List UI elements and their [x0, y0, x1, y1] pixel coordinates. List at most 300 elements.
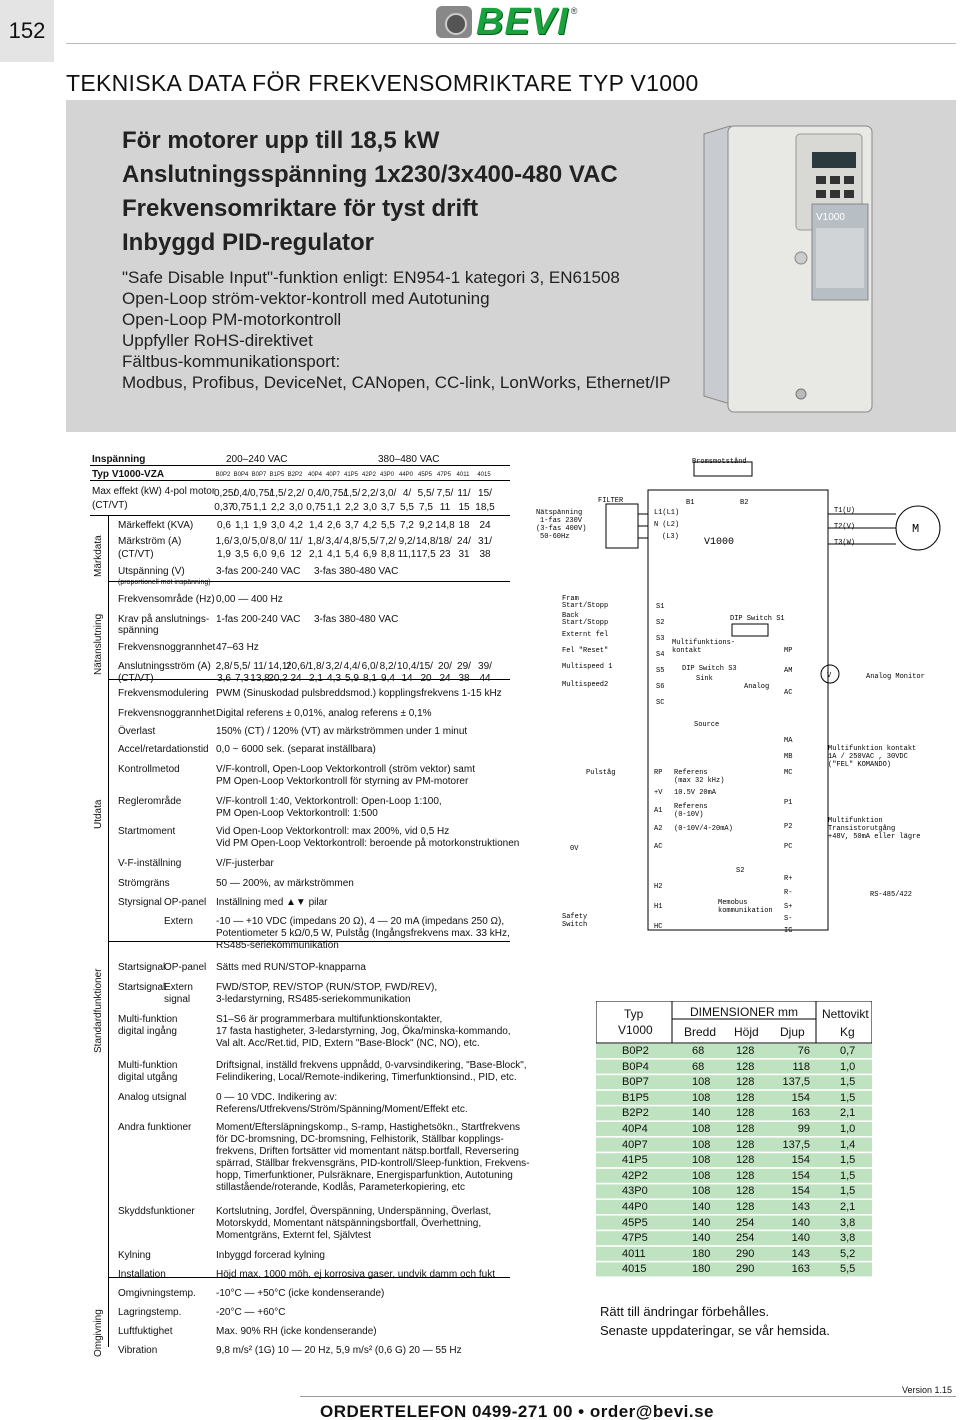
model-code: 44P0	[398, 472, 413, 478]
order-footer: ORDERTELEFON 0499-271 00 • order@bevi.se	[320, 1402, 714, 1420]
markeffekt-value: 4,2	[289, 520, 303, 531]
function-row-label: digital ingång	[118, 1026, 177, 1037]
spec-row-value: 0,0 ~ 6000 sek. (separat inställbara)	[216, 744, 376, 755]
feature-line: "Safe Disable Input"-funktion enligt: EN954-1 kategori 3, EN61508	[122, 268, 620, 287]
max-effect-value: 2,2/	[287, 488, 305, 499]
anslstrom-value: 20,2	[268, 673, 288, 684]
dim-hojd: 128	[736, 1138, 755, 1151]
svg-text:V: V	[827, 672, 832, 680]
svg-text:Multispeed2: Multispeed2	[562, 681, 609, 689]
dim-djup: 118	[792, 1060, 810, 1073]
markstrom-value: 8,0/	[269, 536, 287, 547]
anslstrom-value: 14,1/	[268, 661, 291, 672]
anslstrom-value: 4,3	[327, 673, 341, 684]
markeffekt-value: 1,9	[253, 520, 267, 531]
svg-text:B1: B1	[686, 499, 695, 507]
dim-model: 40P7	[622, 1138, 648, 1151]
svg-text:H2: H2	[654, 883, 663, 891]
svg-text:P2: P2	[784, 823, 793, 831]
dim-hojd: 128	[736, 1091, 755, 1104]
spec-row-label: Frekvensnoggrannhet	[118, 708, 216, 719]
voltage-380-header: 380–480 VAC	[378, 454, 440, 465]
dim-bredd: 108	[692, 1154, 711, 1167]
model-code: B1P5	[269, 472, 285, 478]
dim-bredd: 140	[692, 1107, 711, 1120]
anslstrom-value: 29/	[457, 661, 471, 672]
svg-text:T1(U): T1(U)	[834, 507, 856, 515]
dim-bredd: 108	[692, 1123, 711, 1135]
markstrom-value: 11/	[289, 536, 303, 547]
max-effect-value: 3,0/	[379, 488, 397, 499]
spec-row-value: 150% (CT) / 120% (VT) av märkströmmen under 1 minut	[216, 726, 468, 737]
function-row-label: digital utgång	[118, 1072, 178, 1083]
page-number: 152	[0, 0, 54, 62]
anslstrom-value: 10,4/	[397, 661, 420, 672]
model-code: 40P7	[325, 472, 340, 478]
markstrom-value: 23	[439, 549, 451, 560]
max-effect-value: 1,1	[327, 502, 341, 513]
markeffekt-value: 1,4	[309, 520, 323, 531]
spec-row-label: Startmoment	[118, 826, 176, 837]
feature-line: Fältbus-kommunikationsport:	[122, 352, 341, 371]
note-changes: Rätt till ändringar förbehålles.	[600, 1304, 770, 1319]
markeffekt-value: 14,8	[435, 520, 455, 531]
svg-text:Source: Source	[694, 721, 720, 729]
dim-hojd: 128	[736, 1076, 755, 1089]
markstrom-label: Märkström (A)	[118, 536, 182, 547]
svg-text:S4: S4	[656, 651, 665, 659]
svg-text:S3: S3	[656, 635, 665, 643]
dim-hojd: 128	[736, 1045, 755, 1057]
header-rule	[66, 43, 956, 44]
svg-text:T3(W): T3(W)	[834, 539, 856, 547]
markeffekt-value: 24	[479, 520, 491, 531]
startsignal-label: Startsignal	[118, 962, 166, 973]
dim-kg: 1,5	[840, 1169, 856, 1182]
dim-djup: 143	[791, 1201, 810, 1213]
function-row-value: 17 fasta hastigheter, 3-ledarstyrning, Jog, Öka/minska-kommando,	[216, 1026, 511, 1037]
environment-label: Omgivningstemp.	[118, 1288, 196, 1299]
max-effect-value: 3,0	[363, 502, 377, 513]
model-code: B0P7	[251, 472, 267, 478]
dim-bredd: 108	[692, 1185, 711, 1198]
anslstrom-value: 20/	[438, 661, 452, 672]
svg-text:PC: PC	[784, 843, 793, 851]
dim-model: 42P2	[622, 1169, 648, 1182]
dim-bredd: 68	[692, 1045, 705, 1057]
anslstrom-value: 3,6	[217, 673, 231, 684]
dim-bredd: 140	[692, 1201, 711, 1213]
dim-bredd: 180	[692, 1263, 711, 1276]
dim-kg: 2,1	[840, 1201, 856, 1213]
function-row-value: för DC-bromsning, DC-bromsning, Felhistorik, Ställbar kopplings-	[216, 1134, 504, 1145]
markstrom-value: 1,8/	[307, 536, 325, 547]
extern-val-3: RS485-seriekommunikation	[216, 940, 339, 951]
filter-label: FILTER	[598, 497, 624, 505]
max-effect-value: 7,5/	[436, 488, 454, 499]
dim-bredd-header: Bredd	[684, 1025, 717, 1039]
motor-symbol: M	[912, 522, 920, 536]
voltage-200-header: 200–240 VAC	[226, 454, 288, 465]
svg-text:MP: MP	[784, 647, 793, 655]
svg-text:A1: A1	[654, 807, 663, 815]
anslstrom-value: 4,4/	[343, 661, 361, 672]
dim-bredd: 108	[692, 1076, 711, 1089]
motor-logo-icon	[436, 6, 472, 38]
svg-text:10.5V 20mA: 10.5V 20mA	[674, 789, 717, 797]
dim-hojd: 128	[736, 1185, 755, 1198]
inspanning-label: Inspänning	[92, 454, 146, 465]
environment-label: Installation	[118, 1269, 166, 1280]
extern-signal-label: Extern	[164, 982, 193, 993]
anslstrom-value: 14	[401, 673, 413, 684]
dim-model: 4011	[622, 1247, 646, 1260]
registered-mark: ®	[570, 6, 578, 16]
bevi-logo	[436, 2, 577, 42]
styr-op-value: Inställning med ▲▼ pilar	[216, 897, 328, 908]
anslstrom-value: 11/	[253, 661, 267, 672]
svg-text:MB: MB	[784, 753, 793, 761]
markeffekt-label: Märkeffekt (KVA)	[118, 520, 194, 531]
svg-text:MA: MA	[784, 737, 793, 745]
dim-djup: 137,5	[782, 1138, 810, 1151]
svg-text:Multifunktions-: Multifunktions-	[672, 639, 736, 647]
dim-kg: 3,8	[840, 1216, 856, 1229]
dim-djup: 137,5	[782, 1076, 810, 1089]
model-code: 41P5	[343, 472, 358, 478]
max-effect-value: 2,2	[271, 502, 285, 513]
svg-text:S6: S6	[656, 683, 665, 691]
dim-kg: 1,5	[840, 1154, 856, 1167]
anslstrom-value: 1,8/	[307, 661, 325, 672]
max-effect-value: 5,5/	[417, 488, 435, 499]
svg-text:P1: P1	[784, 799, 793, 807]
function-row-label: Multi-funktion	[118, 1060, 178, 1071]
svg-text:kommunikation: kommunikation	[718, 907, 773, 915]
function-row-label: Multi-funktion	[118, 1014, 178, 1025]
svg-text:Fram: Fram	[562, 595, 579, 603]
markstrom-value: 5,4	[345, 549, 359, 560]
max-effect-value: 15/	[478, 488, 492, 499]
anslstrom-value: 2,1	[309, 673, 323, 684]
dim-model: B2P2	[622, 1107, 649, 1120]
anslstrom-value: 13,8	[250, 673, 270, 684]
dim-djup: 154	[791, 1185, 810, 1198]
function-row-value: frekvens, Driften fortsätter vid momentant nätsp.bortfall, Reversering	[216, 1146, 519, 1157]
dim-hojd: 254	[736, 1232, 755, 1245]
dim-kg-header: Kg	[840, 1025, 855, 1039]
spec-row-value: PM Open-Loop Vektorkontroll: 1:500	[216, 808, 378, 819]
markeffekt-value: 3,7	[345, 520, 359, 531]
brand-name: BEVI	[476, 0, 569, 43]
anslstrom-value: 8,2/	[379, 661, 397, 672]
frekvensomrade-label: Frekvensområde (Hz)	[118, 594, 215, 605]
dim-kg: 1,5	[840, 1091, 856, 1104]
svg-text:Externt fel: Externt fel	[562, 631, 609, 639]
heading-line: Frekvensomriktare för tyst drift	[122, 195, 479, 222]
svg-text:IG: IG	[784, 927, 793, 935]
max-effect-value: 11/	[457, 488, 471, 499]
spec-row-label: Överlast	[118, 726, 156, 737]
svg-text:H1: H1	[654, 903, 663, 911]
function-row-label: Andra funktioner	[118, 1122, 192, 1133]
max-effect-value: 18,5	[475, 502, 495, 513]
drive-label: V1000	[816, 212, 845, 223]
spec-row-value: Digital referens ± 0,01%, analog referens ± 0,1%	[216, 708, 432, 719]
svg-text:MC: MC	[784, 769, 793, 777]
dim-model: B0P2	[622, 1045, 649, 1057]
function-row-value: Felindikering, Local/Remote-indikering, Timerfunktionsind., PID, etc.	[216, 1072, 517, 1083]
anslstrom-value: 6,0/	[361, 661, 379, 672]
model-code: 43P0	[379, 472, 394, 478]
dim-djup-header: Djup	[780, 1025, 805, 1039]
max-effect-value: 5,5	[400, 502, 414, 513]
krav-label: Krav på anslutnings-	[118, 614, 210, 625]
styrsignal-label: Styrsignal	[118, 897, 162, 908]
max-effect-value: 0,75/	[250, 488, 273, 499]
markeffekt-value: 9,2	[419, 520, 433, 531]
function-row-value: hopp, Timerfunktioner, Pulsräknare, Energisparfunktion, Autotuning	[216, 1170, 513, 1181]
model-code: 47P5	[436, 472, 451, 478]
max-effect-value: 11	[439, 502, 451, 513]
anslstrom-ct-label: (CT/VT)	[118, 673, 154, 684]
version-label: Version 1.15	[901, 1385, 952, 1395]
markstrom-value: 31	[458, 549, 470, 560]
svg-text:kontakt: kontakt	[672, 647, 702, 655]
markstrom-value: 3,0/	[233, 536, 251, 547]
spec-row-label: Frekvensmodulering	[118, 688, 209, 699]
svg-text:R-: R-	[784, 889, 793, 897]
drive-illustration	[700, 124, 874, 416]
svg-text:SC: SC	[656, 699, 665, 707]
section-markdata: Märkdata	[93, 535, 104, 577]
model-code: 42P2	[361, 472, 376, 478]
frekvensnogg-value: 47–63 Hz	[216, 642, 259, 653]
dim-netto-header: Nettovikt	[822, 1007, 869, 1021]
extern-val-1: -10 — +10 VDC (impedans 20 Ω), 4 — 20 mA (impedans 250 Ω),	[216, 916, 505, 927]
svg-text:Analog Monitor: Analog Monitor	[866, 673, 925, 681]
environment-label: Luftfuktighet	[118, 1326, 173, 1337]
section-utdata: Utdata	[93, 799, 104, 829]
markstrom-value: 31/	[478, 536, 492, 547]
dim-hojd: 128	[736, 1154, 755, 1167]
svg-text:HC: HC	[654, 923, 663, 931]
max-effect-label: Max effekt (kW) 4-pol motor	[92, 486, 216, 497]
svg-text:Fel "Reset": Fel "Reset"	[562, 647, 609, 655]
svg-text:Referens: Referens	[674, 803, 708, 811]
dim-djup: 154	[791, 1169, 810, 1182]
svg-text:AM: AM	[784, 667, 793, 675]
svg-text:Start/Stopp: Start/Stopp	[562, 619, 609, 627]
anslstrom-value: 20,6/	[286, 661, 309, 672]
dim-model: B0P4	[622, 1060, 649, 1073]
svg-text:Start/Stopp: Start/Stopp	[562, 602, 609, 610]
dim-bredd: 108	[692, 1169, 711, 1182]
dim-bredd: 108	[692, 1138, 711, 1151]
function-row-value: Referens/Utfrekvens/Ström/Spänning/Moment/Effekt etc.	[216, 1104, 468, 1115]
svg-text:(3-fas 400V): (3-fas 400V)	[536, 525, 587, 533]
dim-typ2-header: V1000	[618, 1023, 653, 1037]
svg-text:Memobus: Memobus	[718, 899, 748, 907]
markstrom-value: 11,1	[397, 549, 417, 560]
function-row-value: Moment/Eftersläpningskomp., S-ramp, Hastighetsökn., Startfrekvens	[216, 1122, 521, 1133]
model-code: B2P2	[287, 472, 303, 478]
markstrom-value: 18/	[438, 536, 452, 547]
svg-text:RS-485/422: RS-485/422	[870, 891, 913, 899]
markstrom-value: 5,0/	[251, 536, 269, 547]
frekvensnogg-label: Frekvensnoggrannhet	[118, 642, 216, 653]
anslstrom-value: 5,9	[345, 673, 359, 684]
dim-model: B1P5	[622, 1091, 649, 1104]
spec-row-value: PM Open-Loop Vektorkontroll för styrning av PM-motorer	[216, 776, 469, 787]
svg-text:Multispeed 1: Multispeed 1	[562, 663, 613, 671]
dim-bredd: 108	[692, 1091, 711, 1104]
dim-model: 43P0	[622, 1185, 648, 1198]
max-effect-value: 1,5/	[269, 488, 287, 499]
max-effect-value: 0,4/	[307, 488, 325, 499]
dim-hojd: 128	[736, 1107, 755, 1120]
svg-text:(0-10V/4-20mA): (0-10V/4-20mA)	[674, 825, 733, 833]
model-code: 40P4	[307, 472, 322, 478]
svg-text:0V: 0V	[570, 845, 579, 853]
start-ext-val-2: 3-ledarstyrning, RS485-seriekommunikation	[216, 994, 411, 1005]
feature-line: Modbus, Profibus, DeviceNet, CANopen, CC-link, LonWorks, Ethernet/IP	[122, 373, 671, 392]
markeffekt-value: 3,0	[271, 520, 285, 531]
dim-kg: 1,0	[840, 1060, 856, 1073]
anslstrom-value: 24	[290, 673, 302, 684]
markeffekt-value: 5,5	[381, 520, 395, 531]
markstrom-value: 38	[479, 549, 491, 560]
max-effect-value: 15	[458, 502, 470, 513]
markstrom-value: 5,5/	[361, 536, 379, 547]
anslstrom-value: 9,4	[381, 673, 395, 684]
svg-text:L1(L1): L1(L1)	[654, 509, 680, 517]
footer-rule	[300, 1396, 956, 1397]
max-effect-value: 0,4/	[233, 488, 251, 499]
markstrom-value: 4,1	[327, 549, 341, 560]
dim-djup: 76	[797, 1045, 810, 1057]
svg-text:Sink: Sink	[696, 675, 713, 683]
dim-hojd: 128	[736, 1123, 755, 1135]
markstrom-value: 7,2/	[379, 536, 397, 547]
krav-3fas: 3-fas 380-480 VAC	[314, 614, 399, 625]
spec-row-label: Reglerområde	[118, 796, 182, 807]
environment-value: Inbyggd forcerad kylning	[216, 1250, 325, 1261]
dim-hojd: 290	[736, 1247, 755, 1260]
svg-text:N (L2): N (L2)	[654, 521, 680, 529]
svg-text:+V: +V	[654, 789, 663, 797]
heading-line: För motorer upp till 18,5 kW	[122, 127, 440, 154]
spec-row-label: Strömgräns	[118, 878, 170, 889]
svg-text:Pulståg: Pulståg	[586, 769, 616, 777]
svg-text:B2: B2	[740, 499, 749, 507]
dim-bredd: 140	[692, 1232, 711, 1245]
styr-op-panel-label: OP-panel	[164, 897, 207, 908]
svg-text:DIP Switch S1: DIP Switch S1	[730, 615, 785, 623]
note-updates: Senaste uppdateringar, se vår hemsida.	[600, 1323, 830, 1338]
max-effect-value: 7,5	[419, 502, 433, 513]
max-effect-value: 0,75	[306, 502, 326, 513]
dim-kg: 5,5	[840, 1263, 856, 1276]
feature-list	[122, 267, 671, 393]
ct-vt-label: (CT/VT)	[92, 500, 128, 511]
start-ext-val-1: FWD/STOP, REV/STOP (RUN/STOP, FWD/REV),	[216, 982, 438, 993]
svg-text:(max 32 kHz): (max 32 kHz)	[674, 777, 725, 785]
start-op-value: Sätts med RUN/STOP-knapparna	[216, 962, 366, 973]
max-effect-value: 0,75	[232, 502, 252, 513]
function-row-label: Skyddsfunktioner	[118, 1206, 195, 1217]
max-effect-value: 3,0	[289, 502, 303, 513]
feature-line: Uppfyller RoHS-direktivet	[122, 331, 313, 350]
svg-text:S1: S1	[656, 603, 665, 611]
function-row-value: S1–S6 är programmerbara multifunktionskontakter,	[216, 1014, 443, 1025]
environment-value: -20°C — +60°C	[216, 1307, 286, 1318]
page-title: TEKNISKA DATA FÖR FREKVENSOMRIKTARE TYP V1000	[66, 70, 699, 96]
max-effect-value: 0,25/	[214, 488, 237, 499]
environment-value: Max. 90% RH (icke kondenserande)	[216, 1326, 377, 1337]
dim-bredd: 140	[692, 1216, 711, 1229]
dim-djup: 140	[791, 1232, 810, 1245]
markeffekt-value: 18	[458, 520, 470, 531]
anslstrom-value: 38	[458, 673, 470, 684]
svg-text:RP: RP	[654, 769, 663, 777]
heading-line: Inbyggd PID-regulator	[122, 229, 374, 256]
markstrom-value: 12	[290, 549, 302, 560]
dim-typ-header: Typ	[624, 1007, 644, 1021]
anslstrom-value: 44	[479, 673, 491, 684]
dim-kg: 1,5	[840, 1185, 856, 1198]
dim-model: 4015	[622, 1263, 647, 1276]
anslstrom-value: 8,1	[363, 673, 377, 684]
svg-text:S-: S-	[784, 915, 793, 923]
section-standardfunktioner: Standardfunktioner	[93, 968, 104, 1053]
dim-kg: 5,2	[840, 1247, 856, 1260]
markeffekt-value: 4,2	[363, 520, 377, 531]
svg-text:Multifunktion: Multifunktion	[828, 817, 883, 825]
dim-kg: 1,0	[840, 1123, 856, 1135]
markstrom-value: 9,6	[271, 549, 285, 560]
max-effect-value: 1,5/	[343, 488, 361, 499]
type-label: Typ V1000-VZA	[92, 469, 165, 480]
svg-text:DIP Switch S3: DIP Switch S3	[682, 665, 737, 673]
dim-djup: 163	[791, 1107, 810, 1120]
dim-hojd-header: Höjd	[734, 1025, 759, 1039]
dim-djup: 140	[791, 1216, 810, 1229]
heading-line: Anslutningsspänning 1x230/3x400-480 VAC	[122, 161, 618, 188]
model-code: B0P2	[215, 472, 231, 478]
markstrom-value: 2,1	[309, 549, 323, 560]
wiring-schematic	[534, 456, 948, 938]
anslstrom-label: Anslutningsström (A)	[118, 661, 211, 672]
markeffekt-value: 0,6	[217, 520, 231, 531]
extern-signal-label-2: signal	[164, 994, 191, 1005]
markstrom-value: 6,0	[253, 549, 267, 560]
dim-hojd: 128	[736, 1169, 755, 1182]
spec-row-label: Kontrollmetod	[118, 764, 180, 775]
dim-model: 40P4	[622, 1123, 648, 1135]
feature-line: Open-Loop ström-vektor-kontroll med Autotuning	[122, 289, 490, 308]
dim-djup: 143	[791, 1247, 810, 1260]
spec-row-value: Vid PM Open-Loop Vektorkontroll: beroende på motorkonstruktionen	[216, 838, 520, 849]
section-omgivning: Omgivning	[93, 1309, 104, 1357]
svg-text:S+: S+	[784, 903, 793, 911]
markeffekt-value: 1,1	[235, 520, 249, 531]
dim-kg: 2,1	[840, 1107, 856, 1120]
krav-1fas: 1-fas 200-240 VAC	[216, 614, 301, 625]
anslstrom-value: 3,2/	[325, 661, 343, 672]
spec-row-value: V/F-justerbar	[216, 858, 274, 869]
svg-text:Analog: Analog	[744, 683, 770, 691]
